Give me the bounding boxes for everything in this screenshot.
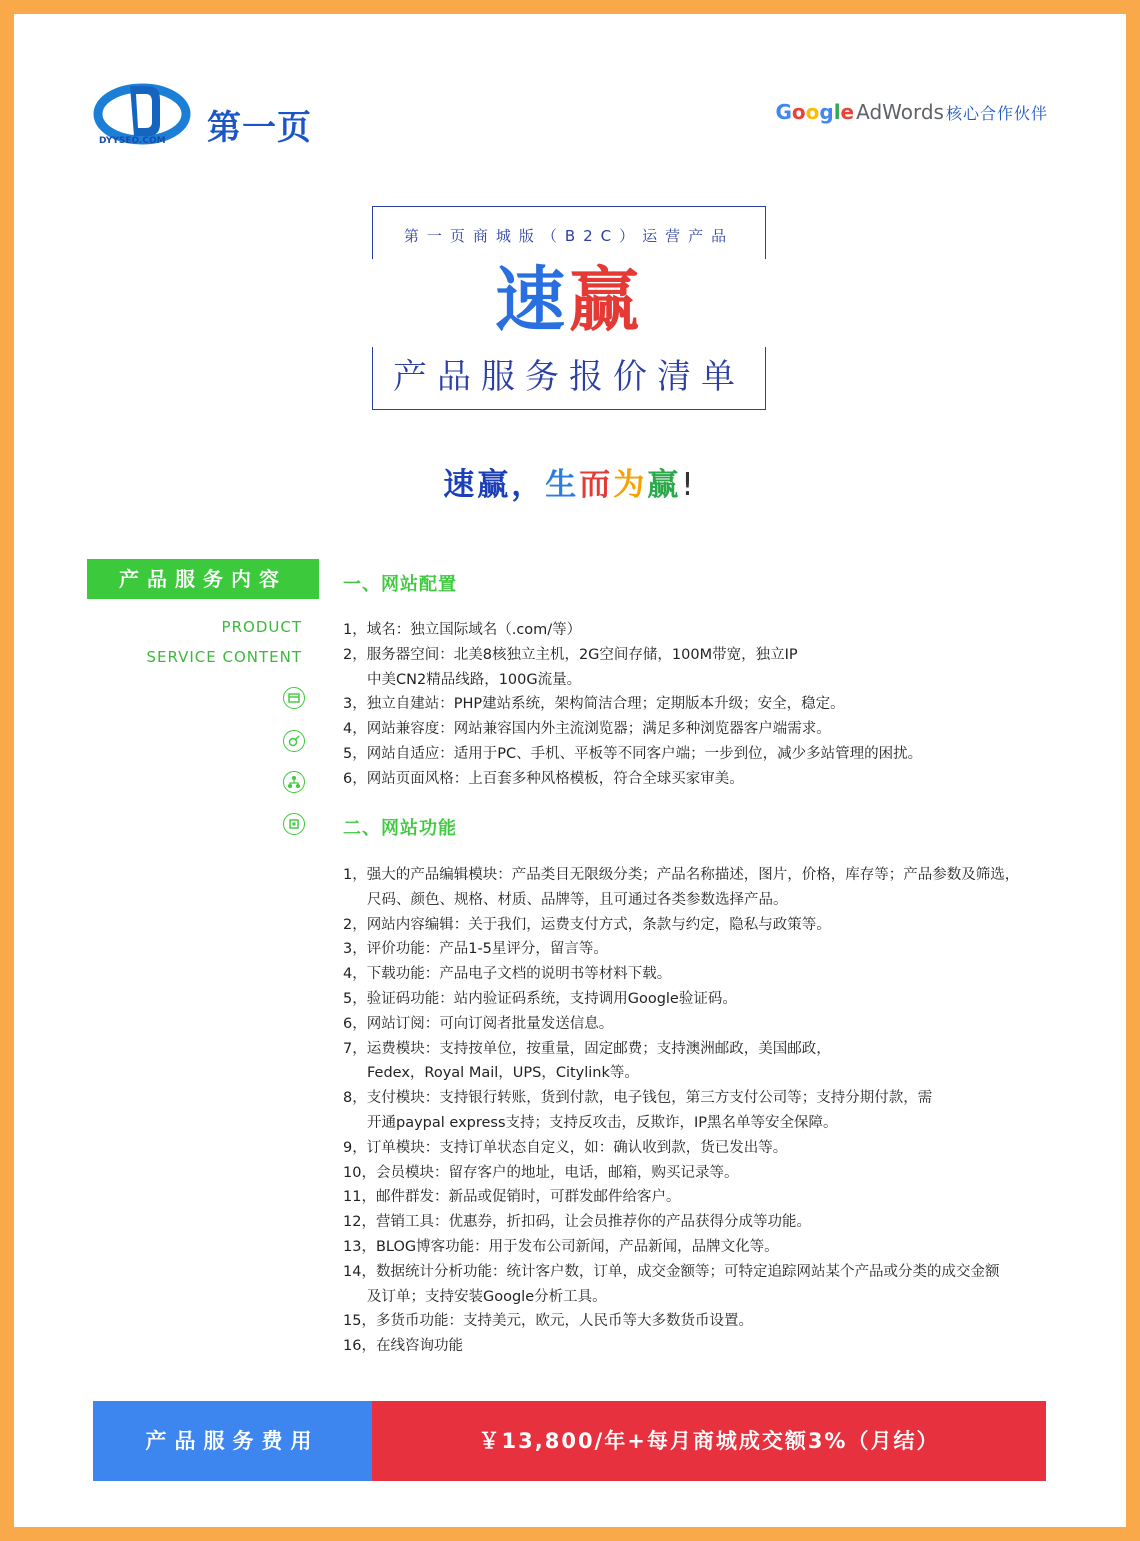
list-item	[343, 1210, 1063, 1235]
list-item-text: 15，多货币功能：支持美元，欧元，人民币等大多数货币设置。	[343, 1313, 753, 1330]
list-item-text: 4，下载功能：产品电子文档的说明书等材料下载。	[343, 966, 672, 983]
list-item-text: 2，服务器空间：北美8核独立主机，2G空间存储，100M带宽，独立IP	[343, 646, 798, 663]
list-item-text: 4，网站兼容度：网站兼容国内外主流浏览器；满足多种浏览器客户端需求。	[343, 721, 831, 738]
list-item	[343, 1260, 1063, 1310]
price-list-title: 产品服务报价清单	[393, 357, 745, 397]
list-item-continuation: Fedex，Royal Mail，UPS，Citylink等。	[367, 1065, 639, 1082]
list-item-text: 13，BLOG博客功能：用于发布公司新闻，产品新闻，品牌文化等。	[343, 1238, 779, 1255]
slogan-char: 赢	[647, 467, 682, 503]
list-item-continuation: 尺码、颜色、规格、材质、品牌等，且可通过各类参数选择产品。	[367, 891, 788, 908]
title-box	[372, 206, 766, 410]
site-config-list	[343, 618, 1063, 792]
logo-url-text: DYYSEO.COM	[99, 136, 166, 146]
product-subtitle: 第一页商城版（B2C）运营产品	[403, 227, 735, 245]
section-title-site-config: 一、网站配置	[343, 574, 457, 595]
side-en-line2: SERVICE CONTENT	[146, 648, 302, 666]
link-icon	[283, 730, 305, 752]
list-item-text: 1，域名：独立国际域名（.com/等）	[343, 622, 582, 638]
list-item	[343, 987, 1063, 1012]
slogan-char: 为	[613, 467, 648, 503]
list-item-text: 14，数据统计分析功能：统计客户数，订单，成交金额等；可特定追踪网站某个产品或分类的成交金额	[343, 1263, 1000, 1280]
google-letter: g	[819, 100, 834, 124]
list-item-text: 6，网站订阅：可向订阅者批量发送信息。	[343, 1015, 614, 1032]
list-item-text: 2，网站内容编辑：关于我们，运费支付方式，条款与约定，隐私与政策等。	[343, 916, 831, 933]
network-icon	[283, 771, 305, 793]
list-item-text: 1，强大的产品编辑模块：产品类目无限级分类；产品名称描述，图片，价格，库存等；产品参数及筛选，	[343, 867, 1020, 883]
list-item-text: 12，营销工具：优惠券，折扣码，让会员推荐你的产品获得分成等功能。	[343, 1214, 811, 1231]
list-item	[343, 1185, 1063, 1210]
list-item-text: 6，网站页面风格：上百套多种风格模板，符合全球买家审美。	[343, 770, 744, 787]
google-letter: l	[833, 100, 841, 124]
google-letter: e	[840, 100, 855, 124]
list-item-text: 11，邮件群发：新品或促销时，可群发邮件给客户。	[343, 1189, 681, 1206]
list-item-text: 3，独立自建站：PHP建站系统，架构简洁合理；定期版本升级；安全，稳定。	[343, 696, 845, 713]
list-item	[343, 913, 1063, 938]
list-item	[343, 1136, 1063, 1161]
site-functions-list	[343, 863, 1063, 1359]
list-item	[343, 618, 1063, 643]
list-item	[343, 1012, 1063, 1037]
slogan-part1: 速赢，	[443, 467, 546, 503]
google-letter: G	[775, 100, 792, 124]
section-title-site-functions: 二、网站功能	[343, 818, 457, 839]
list-item	[343, 1334, 1063, 1359]
list-item	[343, 937, 1063, 962]
product-name-char-1: 速	[495, 259, 569, 341]
google-wordmark	[775, 100, 854, 124]
list-item-text: 5，网站自适应：适用于PC、手机、平板等不同客户端；一步到位，减少多站管理的困扰。	[343, 745, 923, 762]
list-item-text: 9，订单模块：支持订单状态自定义，如：确认收到款，货已发出等。	[343, 1139, 788, 1156]
list-item	[343, 863, 1063, 913]
adwords-text: AdWords	[856, 100, 944, 124]
list-item-continuation: 及订单；支持安装Google分析工具。	[367, 1288, 607, 1305]
list-item-text: 7，运费模块：支持按单位，按重量，固定邮费；支持澳洲邮政，美国邮政，	[343, 1040, 831, 1057]
list-item	[343, 742, 1063, 767]
browser-icon	[283, 687, 305, 709]
list-item	[343, 767, 1063, 792]
product-name-char-2: 赢	[569, 259, 643, 341]
list-item	[343, 962, 1063, 987]
list-item	[343, 1086, 1063, 1136]
list-item-text: 3，评价功能：产品1-5星评分，留言等。	[343, 941, 608, 958]
list-item-text: 16，在线咨询功能	[343, 1338, 463, 1355]
list-item	[343, 1037, 1063, 1087]
slogan-char: 生	[545, 467, 580, 503]
google-letter: o	[805, 100, 820, 124]
service-content-badge: 产品服务内容	[87, 559, 319, 599]
slogan	[14, 459, 1126, 504]
chip-icon	[283, 813, 305, 835]
fee-value: ￥13,800/年+每月商城成交额3%（月结）	[372, 1401, 1046, 1481]
google-letter: o	[791, 100, 806, 124]
list-item	[343, 643, 1063, 693]
google-adwords-partner	[775, 100, 1048, 124]
list-item	[343, 1161, 1063, 1186]
list-item-continuation: 开通paypal express支持；支持反攻击，反欺诈，IP黑名单等安全保障。	[367, 1114, 838, 1131]
list-item-text: 8，支付模块：支持银行转账，货到付款，电子钱包，第三方支付公司等；支持分期付款，需	[343, 1090, 933, 1107]
fee-label: 产品服务费用	[93, 1401, 372, 1481]
list-item	[343, 1235, 1063, 1260]
brand-name: 第一页	[207, 108, 312, 148]
side-en-line1: PRODUCT	[221, 618, 302, 636]
price-sheet-page	[14, 14, 1126, 1527]
list-item	[343, 1309, 1063, 1334]
list-item	[343, 692, 1063, 717]
list-item-text: 5，验证码功能：站内验证码系统，支持调用Google验证码。	[343, 990, 737, 1007]
slogan-char: 而	[579, 467, 614, 503]
list-item	[343, 717, 1063, 742]
slogan-end: !	[681, 467, 697, 503]
list-item-continuation: 中美CN2精品线路，100G流量。	[367, 671, 582, 688]
list-item-text: 10，会员模块：留存客户的地址，电话，邮箱，购买记录等。	[343, 1164, 739, 1181]
product-name	[373, 255, 765, 345]
dyyseo-logo-icon	[90, 80, 200, 170]
partner-cn-text: 核心合作伙伴	[945, 104, 1048, 123]
